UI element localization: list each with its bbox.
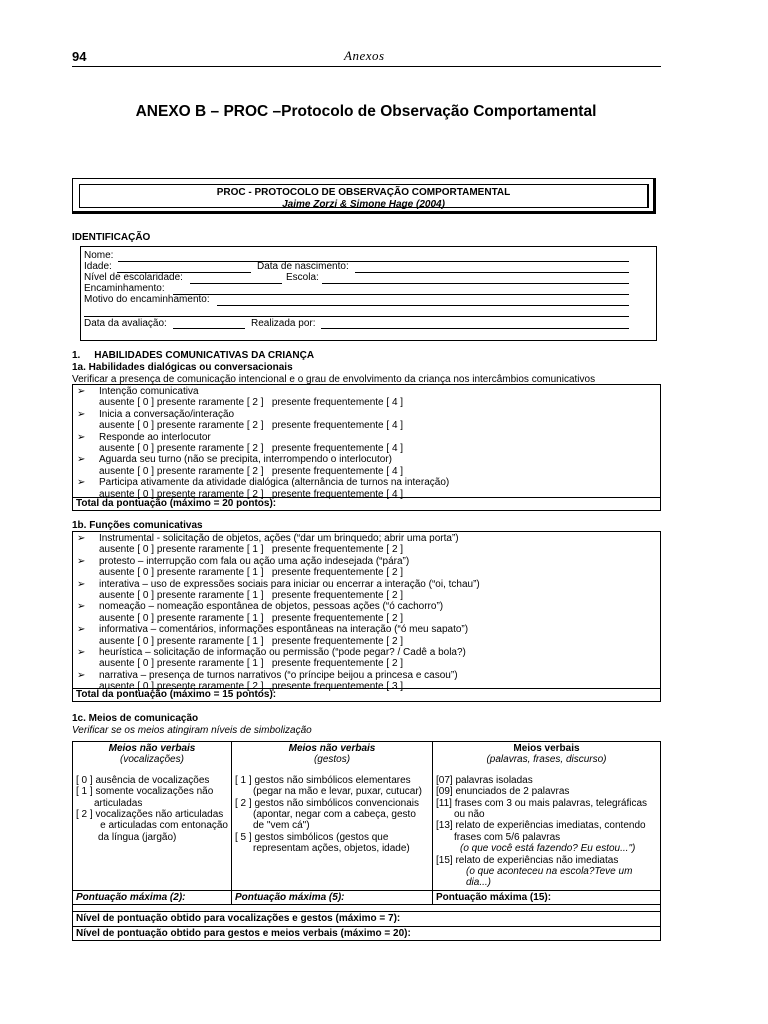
identification-box: [80, 246, 657, 341]
page-number: 94: [72, 49, 87, 64]
col2-option-cont: representam ações, objetos, idade): [253, 843, 410, 855]
escola-field[interactable]: [322, 283, 629, 284]
arrow-bullet-icon: ➢: [77, 477, 86, 489]
proc-title-box: [72, 178, 656, 214]
arrow-bullet-icon: ➢: [77, 578, 86, 590]
list-item: [73, 454, 660, 477]
col1-option-cont: e articuladas com entonação: [100, 820, 228, 832]
nome-label: Nome:: [84, 250, 114, 261]
level-vocalizations-gestures: Nível de pontuação obtido para vocalizações e gestos (máximo = 7):: [73, 912, 661, 926]
section1a-heading: 1a. Habilidades dialógicas ou conversacionais: [72, 362, 293, 373]
col3-subheading: (palavras, frases, discurso): [486, 754, 607, 766]
item-label: Responde ao interlocutor: [99, 431, 211, 443]
motivo-label: Motivo do encaminhamento:: [84, 294, 210, 305]
item-label: heurística – solicitação de informação ou permissão (“pode pegar? / Cadê a bola?): [99, 647, 466, 659]
encaminhamento-label: Encaminhamento:: [84, 283, 165, 294]
col3-option: [09] enunciados de 2 palavras: [436, 786, 570, 798]
section1a-description: Verificar a presença de comunicação intencional e o grau de envolvimento da criança nos intercâmbios comunicativos: [72, 374, 596, 385]
verbal-column: [433, 742, 661, 891]
nome-field[interactable]: [118, 261, 629, 262]
item-label: interativa – uso de expressões sociais para iniciar ou encerrar a interação (“oi, tchau”): [99, 578, 480, 590]
list-item: [73, 409, 660, 432]
arrow-bullet-icon: ➢: [77, 454, 86, 466]
list-item: [73, 579, 660, 602]
spacer-row: [73, 905, 661, 912]
col3-max-score: Pontuação máxima (15):: [433, 890, 661, 904]
motivo-field-line2[interactable]: [84, 316, 629, 317]
col1-subheading: (vocalizações): [120, 754, 184, 766]
level-gestures-verbal: Nível de pontuação obtido para gestos e meios verbais (máximo = 20):: [73, 926, 661, 940]
item-score-options[interactable]: ausente [ 0 ] presente raramente [ 2 ] presente frequentemente [ 4 ]: [99, 488, 404, 500]
nivel-label: Nível de escolaridade:: [84, 272, 183, 283]
col1-option: [ 1 ] somente vocalizações não: [76, 786, 214, 798]
arrow-bullet-icon: ➢: [77, 624, 86, 636]
section1c-description: Verificar se os meios atingiram níveis de simbolização: [72, 725, 312, 736]
arrow-bullet-icon: ➢: [77, 647, 86, 659]
arrow-bullet-icon: ➢: [77, 669, 86, 681]
encaminhamento-field[interactable]: [173, 294, 629, 295]
section1-heading: 1. HABILIDADES COMUNICATIVAS DA CRIANÇA: [72, 350, 315, 361]
idade-label: Idade:: [84, 261, 112, 272]
col1-option-cont: articuladas: [94, 797, 143, 809]
col3-heading: Meios verbais: [513, 743, 580, 754]
col2-option-cont: (apontar, negar com a cabeça, gesto: [253, 809, 416, 821]
col1-option-cont: da língua (jargão): [98, 831, 177, 843]
vocalizations-column: [73, 742, 232, 891]
arrow-bullet-icon: ➢: [77, 431, 86, 443]
col1-heading: Meios não verbais: [108, 743, 196, 754]
item-score-options[interactable]: ausente [ 0 ] presente raramente [ 1 ] presente frequentemente [ 2 ]: [99, 590, 404, 602]
col1-max-score: Pontuação máxima (2):: [73, 890, 232, 904]
col3-example: (o que você está fazendo? Eu estou..."): [460, 843, 636, 855]
arrow-bullet-icon: ➢: [77, 386, 86, 397]
list-item: [73, 601, 660, 624]
item-label: Intenção comunicativa: [99, 386, 199, 397]
item-score-options[interactable]: ausente [ 0 ] presente raramente [ 2 ] presente frequentemente [ 4 ]: [99, 420, 404, 432]
arrow-bullet-icon: ➢: [77, 555, 86, 567]
col2-subheading: (gestos): [313, 754, 351, 766]
list-item: [73, 624, 660, 647]
item-label: Aguarda seu turno (não se precipita, interrompendo o interlocutor): [99, 454, 392, 466]
arrow-bullet-icon: ➢: [77, 533, 86, 544]
col2-option: [ 5 ] gestos simbólicos (gestos que: [235, 831, 389, 843]
list-item: [73, 647, 660, 670]
header-rule: [72, 66, 661, 67]
data-avaliacao-label: Data da avaliação:: [84, 318, 167, 329]
list-item: [73, 432, 660, 455]
section1b-heading: 1b. Funções comunicativas: [72, 520, 203, 531]
item-label: Inicia a conversação/interação: [99, 408, 235, 420]
col2-option: [ 1 ] gestos não simbólicos elementares: [235, 774, 411, 786]
item-score-options[interactable]: ausente [ 0 ] presente raramente [ 1 ] presente frequentemente [ 2 ]: [99, 658, 404, 670]
col3-option-cont: ou não: [454, 809, 485, 821]
item-score-options[interactable]: ausente [ 0 ] presente raramente [ 2 ] presente frequentemente [ 4 ]: [99, 465, 404, 477]
item-label: Instrumental - solicitação de objetos, ações (“dar um brinquedo; abrir uma porta”): [99, 533, 459, 544]
col3-example: (o que aconteceu na escola?Teve um dia...): [466, 866, 633, 889]
data-avaliacao-field[interactable]: [173, 328, 245, 329]
col3-option: [15] relato de experiências não imediatas: [436, 854, 619, 866]
col3-option: [07] palavras isoladas: [436, 774, 533, 786]
col2-option: [ 2 ] gestos não simbólicos convencionais: [235, 797, 419, 809]
item-score-options[interactable]: ausente [ 0 ] presente raramente [ 1 ] presente frequentemente [ 2 ]: [99, 635, 404, 647]
item-score-options[interactable]: ausente [ 0 ] presente raramente [ 1 ] presente frequentemente [ 2 ]: [99, 567, 404, 579]
annex-title: ANEXO B – PROC –Protocolo de Observação Comportamental: [135, 103, 597, 120]
escola-label: Escola:: [286, 272, 319, 283]
list-item: [73, 556, 660, 579]
item-score-options[interactable]: ausente [ 0 ] presente raramente [ 2 ] presente frequentemente [ 4 ]: [99, 397, 404, 409]
dialogic-skills-list: [72, 384, 661, 498]
nascimento-field[interactable]: [355, 272, 629, 273]
proc-authors: Jaime Zorzi & Simone Hage (2004): [282, 199, 445, 210]
col3-option: [13] relato de experiências imediatas, contendo: [436, 820, 646, 832]
total-1b: Total da pontuação (máximo = 15 pontos):: [72, 689, 661, 702]
communicative-functions-list: [72, 531, 661, 693]
item-label: nomeação – nomeação espontânea de objetos, pessoas ações (“ó cachorro”): [99, 601, 444, 613]
col2-heading: Meios não verbais: [288, 743, 376, 754]
col2-max-score: Pontuação máxima (5):: [232, 890, 433, 904]
item-label: informativa – comentários, informações espontâneas na interação (“ó meu sapato”): [99, 624, 469, 636]
col1-option: [ 2 ] vocalizações não articuladas: [76, 809, 224, 821]
nivel-field[interactable]: [190, 283, 282, 284]
realizada-field[interactable]: [321, 328, 629, 329]
list-item: [73, 533, 660, 556]
col3-option: [11] frases com 3 ou mais palavras, telegráficas: [436, 797, 648, 809]
section1c-heading: 1c. Meios de comunicação: [72, 713, 199, 724]
item-score-options[interactable]: ausente [ 0 ] presente raramente [ 2 ] presente frequentemente [ 3 ]: [99, 681, 404, 693]
item-label: Participa ativamente da atividade dialógica (alternância de turnos na interação): [99, 477, 450, 489]
arrow-bullet-icon: ➢: [77, 408, 86, 420]
col3-option-cont: frases com 5/6 palavras: [454, 831, 561, 843]
proc-title: PROC - PROTOCOLO DE OBSERVAÇÃO COMPORTAMENTAL: [216, 187, 511, 198]
col1-option: [ 0 ] ausência de vocalizações: [76, 774, 210, 786]
item-label: protesto – interrupção com fala ou ação uma ação indesejada (“pára”): [99, 555, 410, 567]
col2-option-cont: (pegar na mão e levar, puxar, cutucar): [253, 786, 422, 798]
identification-heading: IDENTIFICAÇÃO: [72, 232, 151, 243]
gestures-column: [232, 742, 433, 891]
communication-means-table: [72, 741, 661, 941]
arrow-bullet-icon: ➢: [77, 601, 86, 613]
list-item: [73, 477, 660, 500]
nascimento-label: Data de nascimento:: [257, 261, 349, 272]
item-score-options[interactable]: ausente [ 0 ] presente raramente [ 1 ] presente frequentemente [ 2 ]: [99, 544, 404, 556]
realizada-label: Realizada por:: [251, 318, 316, 329]
item-score-options[interactable]: ausente [ 0 ] presente raramente [ 2 ] presente frequentemente [ 4 ]: [99, 443, 404, 455]
item-score-options[interactable]: ausente [ 0 ] presente raramente [ 1 ] presente frequentemente [ 2 ]: [99, 612, 404, 624]
item-label: narrativa – presença de turnos narrativos (“o príncipe beijou a princesa e casou”): [99, 669, 458, 681]
total-1a: Total da pontuação (máximo = 20 pontos):: [72, 498, 661, 511]
motivo-field[interactable]: [217, 305, 629, 306]
col2-option-cont: de "vem cá"): [253, 820, 310, 832]
list-item: [73, 386, 660, 409]
running-title: Anexos: [344, 48, 385, 63]
